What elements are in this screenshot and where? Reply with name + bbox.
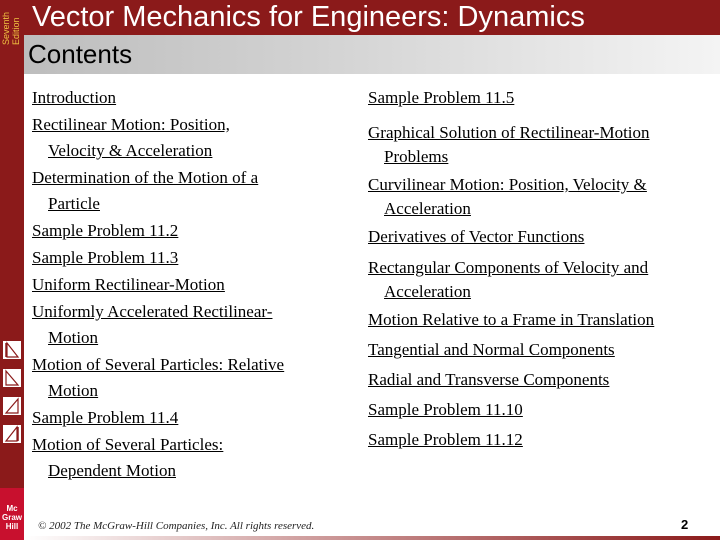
contents-link[interactable]: Sample Problem 11.12 (368, 430, 523, 449)
edition-line-1: Seventh (1, 11, 11, 45)
next-slide-icon[interactable] (2, 396, 22, 416)
page-title: Vector Mechanics for Engineers: Dynamics (32, 1, 585, 33)
contents-link[interactable]: Rectilinear Motion: Position, Velocity & Acceleration (32, 115, 230, 160)
contents-link[interactable]: Motion of Several Particles: Dependent Motion (32, 435, 224, 480)
logo-line-1: Mc (6, 504, 18, 513)
logo-line-2: Graw (1, 513, 22, 522)
contents-link[interactable]: Uniformly Accelerated Rectilinear- Motion (32, 302, 273, 347)
contents-link[interactable]: Sample Problem 11.5 (368, 88, 515, 107)
contents-link[interactable]: Graphical Solution of Rectilinear-Motion Problems (368, 123, 650, 166)
contents-link[interactable]: Curvilinear Motion: Position, Velocity & Acceleration (368, 175, 647, 218)
last-slide-icon[interactable] (2, 424, 22, 444)
contents-link[interactable]: Tangential and Normal Components (368, 340, 615, 359)
footer (24, 490, 720, 540)
first-slide-icon[interactable] (2, 340, 22, 360)
contents-link[interactable]: Determination of the Motion of a Particle (32, 168, 259, 213)
contents-link[interactable]: Uniform Rectilinear-Motion (32, 275, 225, 294)
footer-divider (24, 536, 720, 540)
logo-line-3: Hill (5, 522, 19, 531)
contents-link[interactable]: Rectangular Components of Velocity and Acceleration (368, 258, 649, 301)
contents-right-column (368, 84, 716, 453)
contents-link[interactable]: Radial and Transverse Components (368, 370, 610, 389)
mcgraw-hill-logo (0, 488, 24, 540)
contents-link[interactable]: Motion of Several Particles: Relative Motion (32, 355, 285, 400)
edition-label (0, 0, 24, 48)
section-bar (24, 35, 720, 74)
contents-link[interactable]: Sample Problem 11.2 (32, 221, 179, 240)
contents-link[interactable]: Sample Problem 11.10 (368, 400, 523, 419)
title-bar (24, 0, 720, 35)
edition-line-2: Edition (11, 17, 21, 45)
copyright-notice: © 2002 The McGraw-Hill Companies, Inc. All rights reserved. (38, 520, 315, 532)
left-sidebar (0, 0, 24, 540)
previous-slide-icon[interactable] (2, 368, 22, 388)
contents-link[interactable]: Sample Problem 11.4 (32, 408, 179, 427)
section-title: Contents (28, 39, 133, 69)
contents-left-column (32, 84, 352, 484)
page-number: 2 (681, 517, 689, 532)
contents-link[interactable]: Derivatives of Vector Functions (368, 227, 585, 246)
contents-link[interactable]: Introduction (32, 88, 117, 107)
contents-link[interactable]: Sample Problem 11.3 (32, 248, 179, 267)
contents-link[interactable]: Motion Relative to a Frame in Translation (368, 310, 655, 329)
